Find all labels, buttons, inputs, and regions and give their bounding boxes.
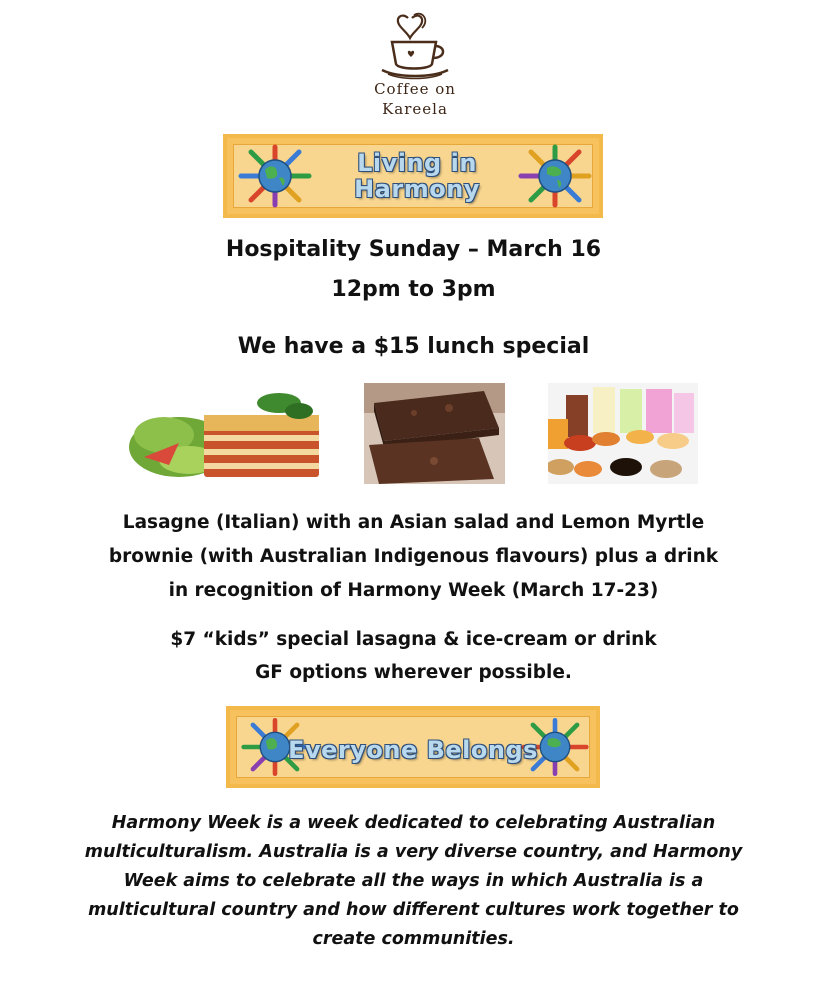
globe-icon [517, 144, 593, 208]
menu-line-3: in recognition of Harmony Week (March 17-23) [168, 580, 659, 601]
lasagne-photo [129, 385, 322, 484]
logo-line-1: Coffee on [374, 80, 456, 98]
banner-line-2: Harmony [354, 175, 480, 203]
about-line-5: create communities. [312, 929, 515, 949]
coffee-cup-icon [378, 12, 452, 82]
gf-options: GF options wherever possible. [255, 662, 572, 683]
everyone-belongs-title: Everyone Belongs [288, 736, 538, 764]
logo-line-2: Kareela [382, 100, 448, 118]
cafe-logo [340, 12, 490, 124]
living-in-harmony-banner [223, 134, 603, 218]
about-line-1: Harmony Week is a week dedicated to celebrating Australian [111, 813, 716, 833]
about-line-2: multiculturalism. Australia is a very diverse country, and Harmony [84, 842, 743, 862]
menu-line-1: Lasagne (Italian) with an Asian salad and Lemon Myrtle [122, 512, 705, 533]
menu-line-2: brownie (with Australian Indigenous flavours) plus a drink [108, 546, 719, 567]
lunch-special: We have a $15 lunch special [237, 334, 590, 359]
event-title: Hospitality Sunday – March 16 [225, 237, 602, 262]
everyone-belongs-banner [226, 706, 600, 788]
drinks-photo [548, 383, 698, 484]
event-time: 12pm to 3pm [331, 277, 496, 302]
about-line-3: Week aims to celebrate all the ways in which Australia is a [123, 871, 704, 891]
about-line-4: multicultural country and how different cultures work together to [88, 900, 739, 920]
banner-line-1: Living in [357, 149, 477, 177]
brownie-photo [364, 383, 505, 484]
kids-special: $7 “kids” special lasagna & ice-cream or drink [170, 629, 657, 650]
globe-icon [237, 144, 313, 208]
